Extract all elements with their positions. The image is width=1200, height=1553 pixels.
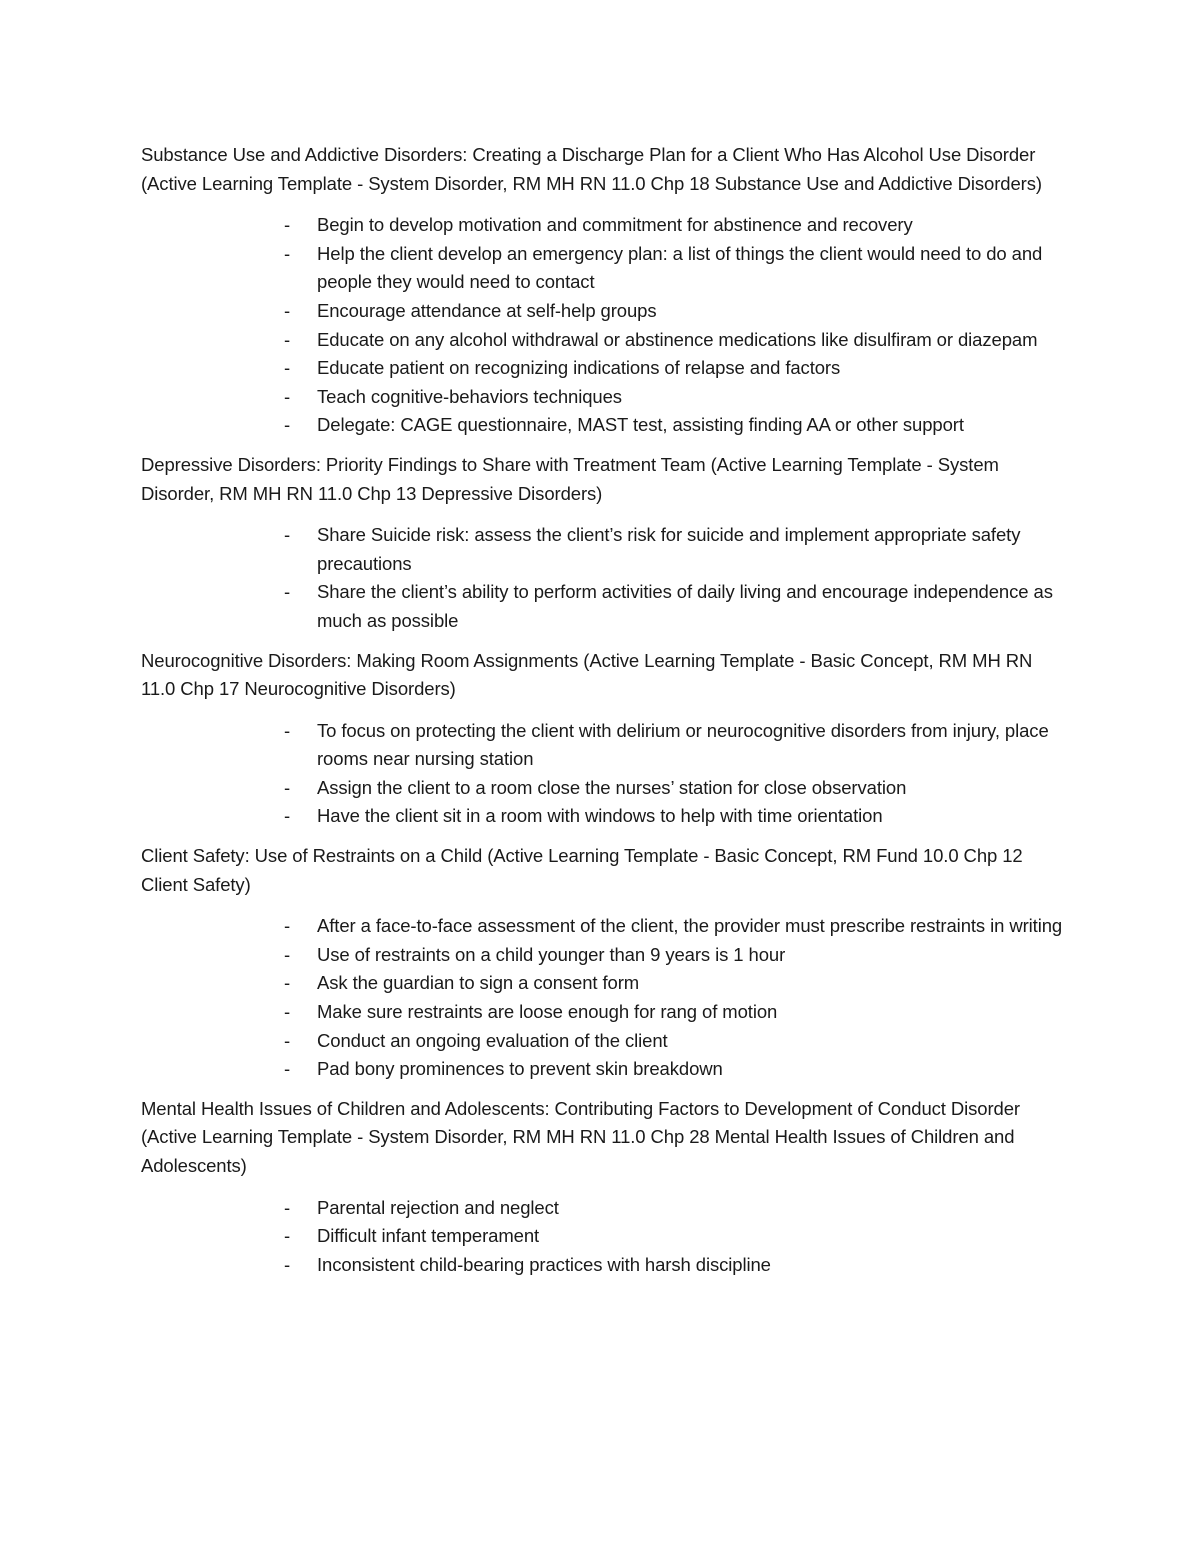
dash-bullet: - bbox=[284, 943, 291, 965]
list-item: - Encourage attendance at self-help groups bbox=[317, 297, 1066, 326]
section-heading: Client Safety: Use of Restraints on a Child (Active Learning Template - Basic Concept, RM Fund 10.0 Chp 12 Client Safety) bbox=[141, 845, 1023, 895]
list-item: - Use of restraints on a child younger than 9 years is 1 hour bbox=[317, 941, 1066, 970]
dash-bullet: - bbox=[284, 805, 291, 827]
list-item: - Have the client sit in a room with windows to help with time orientation bbox=[317, 802, 1066, 831]
dash-bullet: - bbox=[284, 385, 291, 407]
list-item: - Delegate: CAGE questionnaire, MAST test, assisting finding AA or other support bbox=[317, 411, 1066, 440]
section-heading: Neurocognitive Disorders: Making Room Assignments (Active Learning Template - Basic Concept, RM MH RN 11.0 Chp 17 Neurocognitive Disorders) bbox=[141, 649, 1033, 700]
dash-bullet: - bbox=[284, 1029, 291, 1051]
list-item: - Conduct an ongoing evaluation of the client bbox=[317, 1027, 1066, 1056]
list-item: - After a face-to-face assessment of the client, the provider must prescribe restraints in writing bbox=[317, 912, 1066, 941]
dash-bullet: - bbox=[284, 524, 291, 546]
list-item: - Inconsistent child-bearing practices with harsh discipline bbox=[317, 1251, 1066, 1280]
section-heading: Substance Use and Addictive Disorders: Creating a Discharge Plan for a Client Who Has Alcohol Use Disorder (Active Learning Template - System Disorder, RM MH RN 11.0 Chp 18 Substance Use and Addictive Disorders) bbox=[141, 144, 1042, 194]
list-item: - Help the client develop an emergency plan: a list of things the client would need to do and people they would need to contact bbox=[317, 240, 1066, 297]
dash-bullet: - bbox=[284, 581, 291, 603]
list-item: - Difficult infant temperament bbox=[317, 1222, 1066, 1251]
list-item: - Make sure restraints are loose enough for rang of motion bbox=[317, 998, 1066, 1027]
list-item: - Parental rejection and neglect bbox=[317, 1194, 1066, 1223]
dash-bullet: - bbox=[284, 1225, 291, 1247]
bullet-list bbox=[141, 1194, 1066, 1280]
list-item: - Ask the guardian to sign a consent form bbox=[317, 969, 1066, 998]
section-heading: Depressive Disorders: Priority Findings to Share with Treatment Team (Active Learning Template - System Disorder, RM MH RN 11.0 Chp 13 Depressive Disorders) bbox=[141, 453, 999, 504]
dash-bullet: - bbox=[284, 776, 291, 798]
dash-bullet: - bbox=[284, 1253, 291, 1275]
dash-bullet: - bbox=[284, 214, 291, 236]
document-page bbox=[141, 141, 1066, 1290]
dash-bullet: - bbox=[284, 972, 291, 994]
list-item: - Educate on any alcohol withdrawal or abstinence medications like disulfiram or diazepam bbox=[317, 326, 1066, 355]
list-item: - To focus on protecting the client with delirium or neurocognitive disorders from injury, place rooms near nursing station bbox=[317, 717, 1066, 774]
dash-bullet: - bbox=[284, 915, 291, 937]
list-item: - Begin to develop motivation and commitment for abstinence and recovery bbox=[317, 211, 1066, 240]
dash-bullet: - bbox=[284, 1058, 291, 1080]
list-item: - Teach cognitive-behaviors techniques bbox=[317, 383, 1066, 412]
list-item: - Assign the client to a room close the nurses’ station for close observation bbox=[317, 774, 1066, 803]
dash-bullet: - bbox=[284, 414, 291, 436]
list-item: - Share Suicide risk: assess the client’s risk for suicide and implement appropriate safety precautions bbox=[317, 521, 1066, 578]
dash-bullet: - bbox=[284, 299, 291, 321]
section-mental-health-children bbox=[141, 1095, 1066, 1280]
dash-bullet: - bbox=[284, 1001, 291, 1023]
section-client-safety bbox=[141, 842, 1066, 1084]
list-item: - Pad bony prominences to prevent skin breakdown bbox=[317, 1055, 1066, 1084]
dash-bullet: - bbox=[284, 242, 291, 264]
dash-bullet: - bbox=[284, 328, 291, 350]
dash-bullet: - bbox=[284, 719, 291, 741]
bullet-list bbox=[141, 521, 1066, 635]
bullet-list bbox=[141, 912, 1066, 1084]
section-substance-use bbox=[141, 141, 1066, 440]
dash-bullet: - bbox=[284, 1196, 291, 1218]
dash-bullet: - bbox=[284, 357, 291, 379]
list-item: - Educate patient on recognizing indications of relapse and factors bbox=[317, 354, 1066, 383]
bullet-list bbox=[141, 717, 1066, 831]
section-heading: Mental Health Issues of Children and Adolescents: Contributing Factors to Development of Conduct Disorder (Active Learning Template - System Disorder, RM MH RN 11.0 Chp 28 Mental Health Issues of Children and Adolescents) bbox=[141, 1097, 1020, 1176]
list-item: - Share the client’s ability to perform activities of daily living and encourage independence as much as possible bbox=[317, 578, 1066, 635]
section-neurocognitive-disorders bbox=[141, 647, 1066, 832]
section-depressive-disorders bbox=[141, 451, 1066, 636]
bullet-list bbox=[141, 211, 1066, 440]
